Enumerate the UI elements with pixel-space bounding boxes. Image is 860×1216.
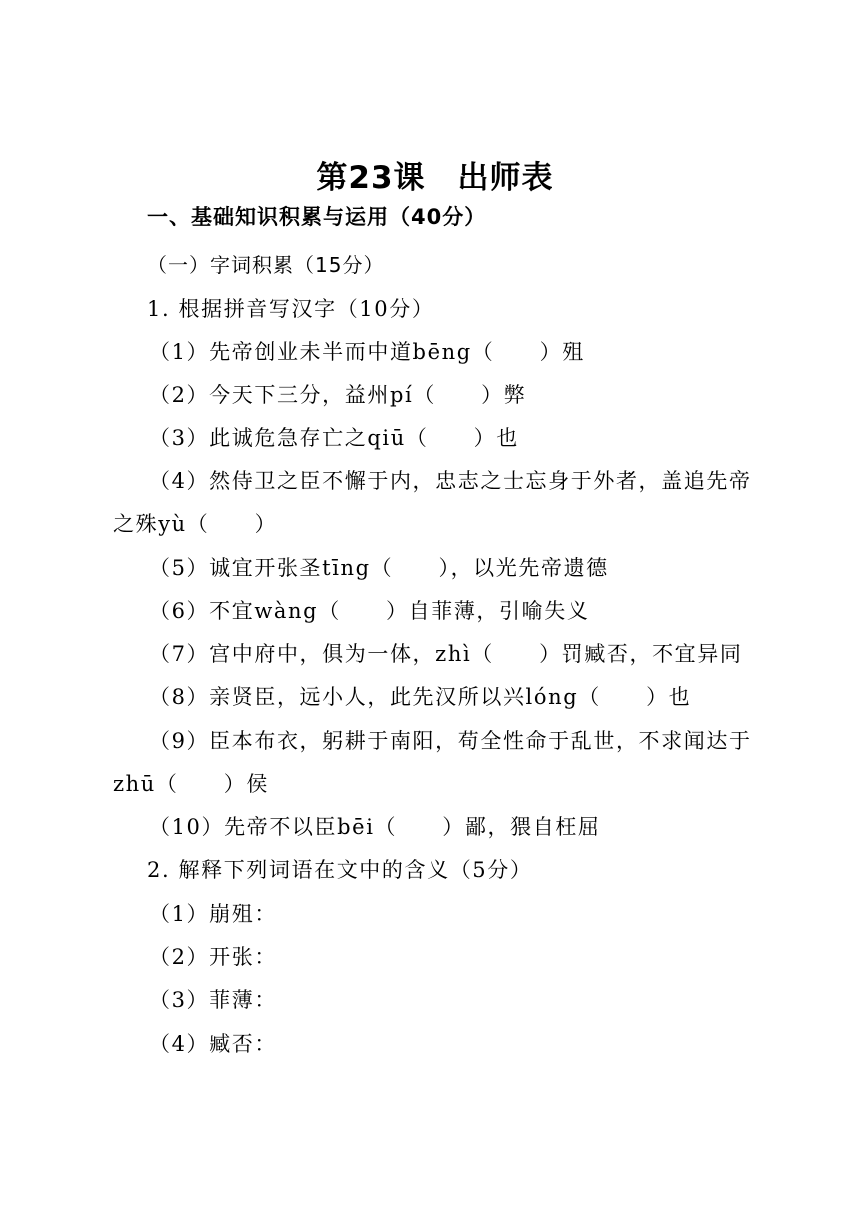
question-2-item: （1）崩殂： [149, 902, 277, 926]
subsection-heading: （一）字词积累（15分） [147, 253, 385, 277]
question-1-item-continuation: 之殊yù（ ） [113, 512, 278, 536]
question-2-item: （4）臧否： [149, 1032, 277, 1056]
section-heading: 一、基础知识积累与运用（40分） [147, 205, 487, 229]
question-1-item: （10）先帝不以臣bēi（ ）鄙，猥自枉屈 [149, 815, 601, 839]
question-1-item: （1）先帝创业未半而中道bēng（ ）殂 [149, 340, 585, 364]
question-1-item: （8）亲贤臣，远小人，此先汉所以兴lóng（ ）也 [149, 685, 692, 709]
question-2-item: （3）菲薄： [149, 988, 277, 1012]
question-2-prompt: 2. 解释下列词语在文中的含义（5分） [147, 858, 533, 882]
question-1-item: （6）不宜wàng（ ）自菲薄，引喻失义 [149, 599, 590, 623]
question-1-item: （7）宫中府中，俱为一体，zhì（ ）罚臧否，不宜异同 [149, 642, 743, 666]
question-1-item: （3）此诚危急存亡之qiū（ ）也 [149, 426, 519, 450]
lesson-title: 第23课 出师表 [316, 160, 554, 196]
question-1-item: （9）臣本布衣，躬耕于南阳，苟全性命于乱世，不求闻达于 [149, 729, 752, 753]
question-2-item: （2）开张： [149, 945, 277, 969]
question-1-prompt: 1. 根据拼音写汉字（10分） [147, 297, 435, 321]
question-1-item: （4）然侍卫之臣不懈于内，忠志之士忘身于外者，盖追先帝 [149, 469, 752, 493]
question-1-item: （5）诚宜开张圣tīng（ ），以光先帝遗德 [149, 556, 609, 580]
question-1-item-continuation: zhū（ ）侯 [113, 772, 269, 796]
question-1-item: （2）今天下三分，益州pí（ ）弊 [149, 383, 527, 407]
